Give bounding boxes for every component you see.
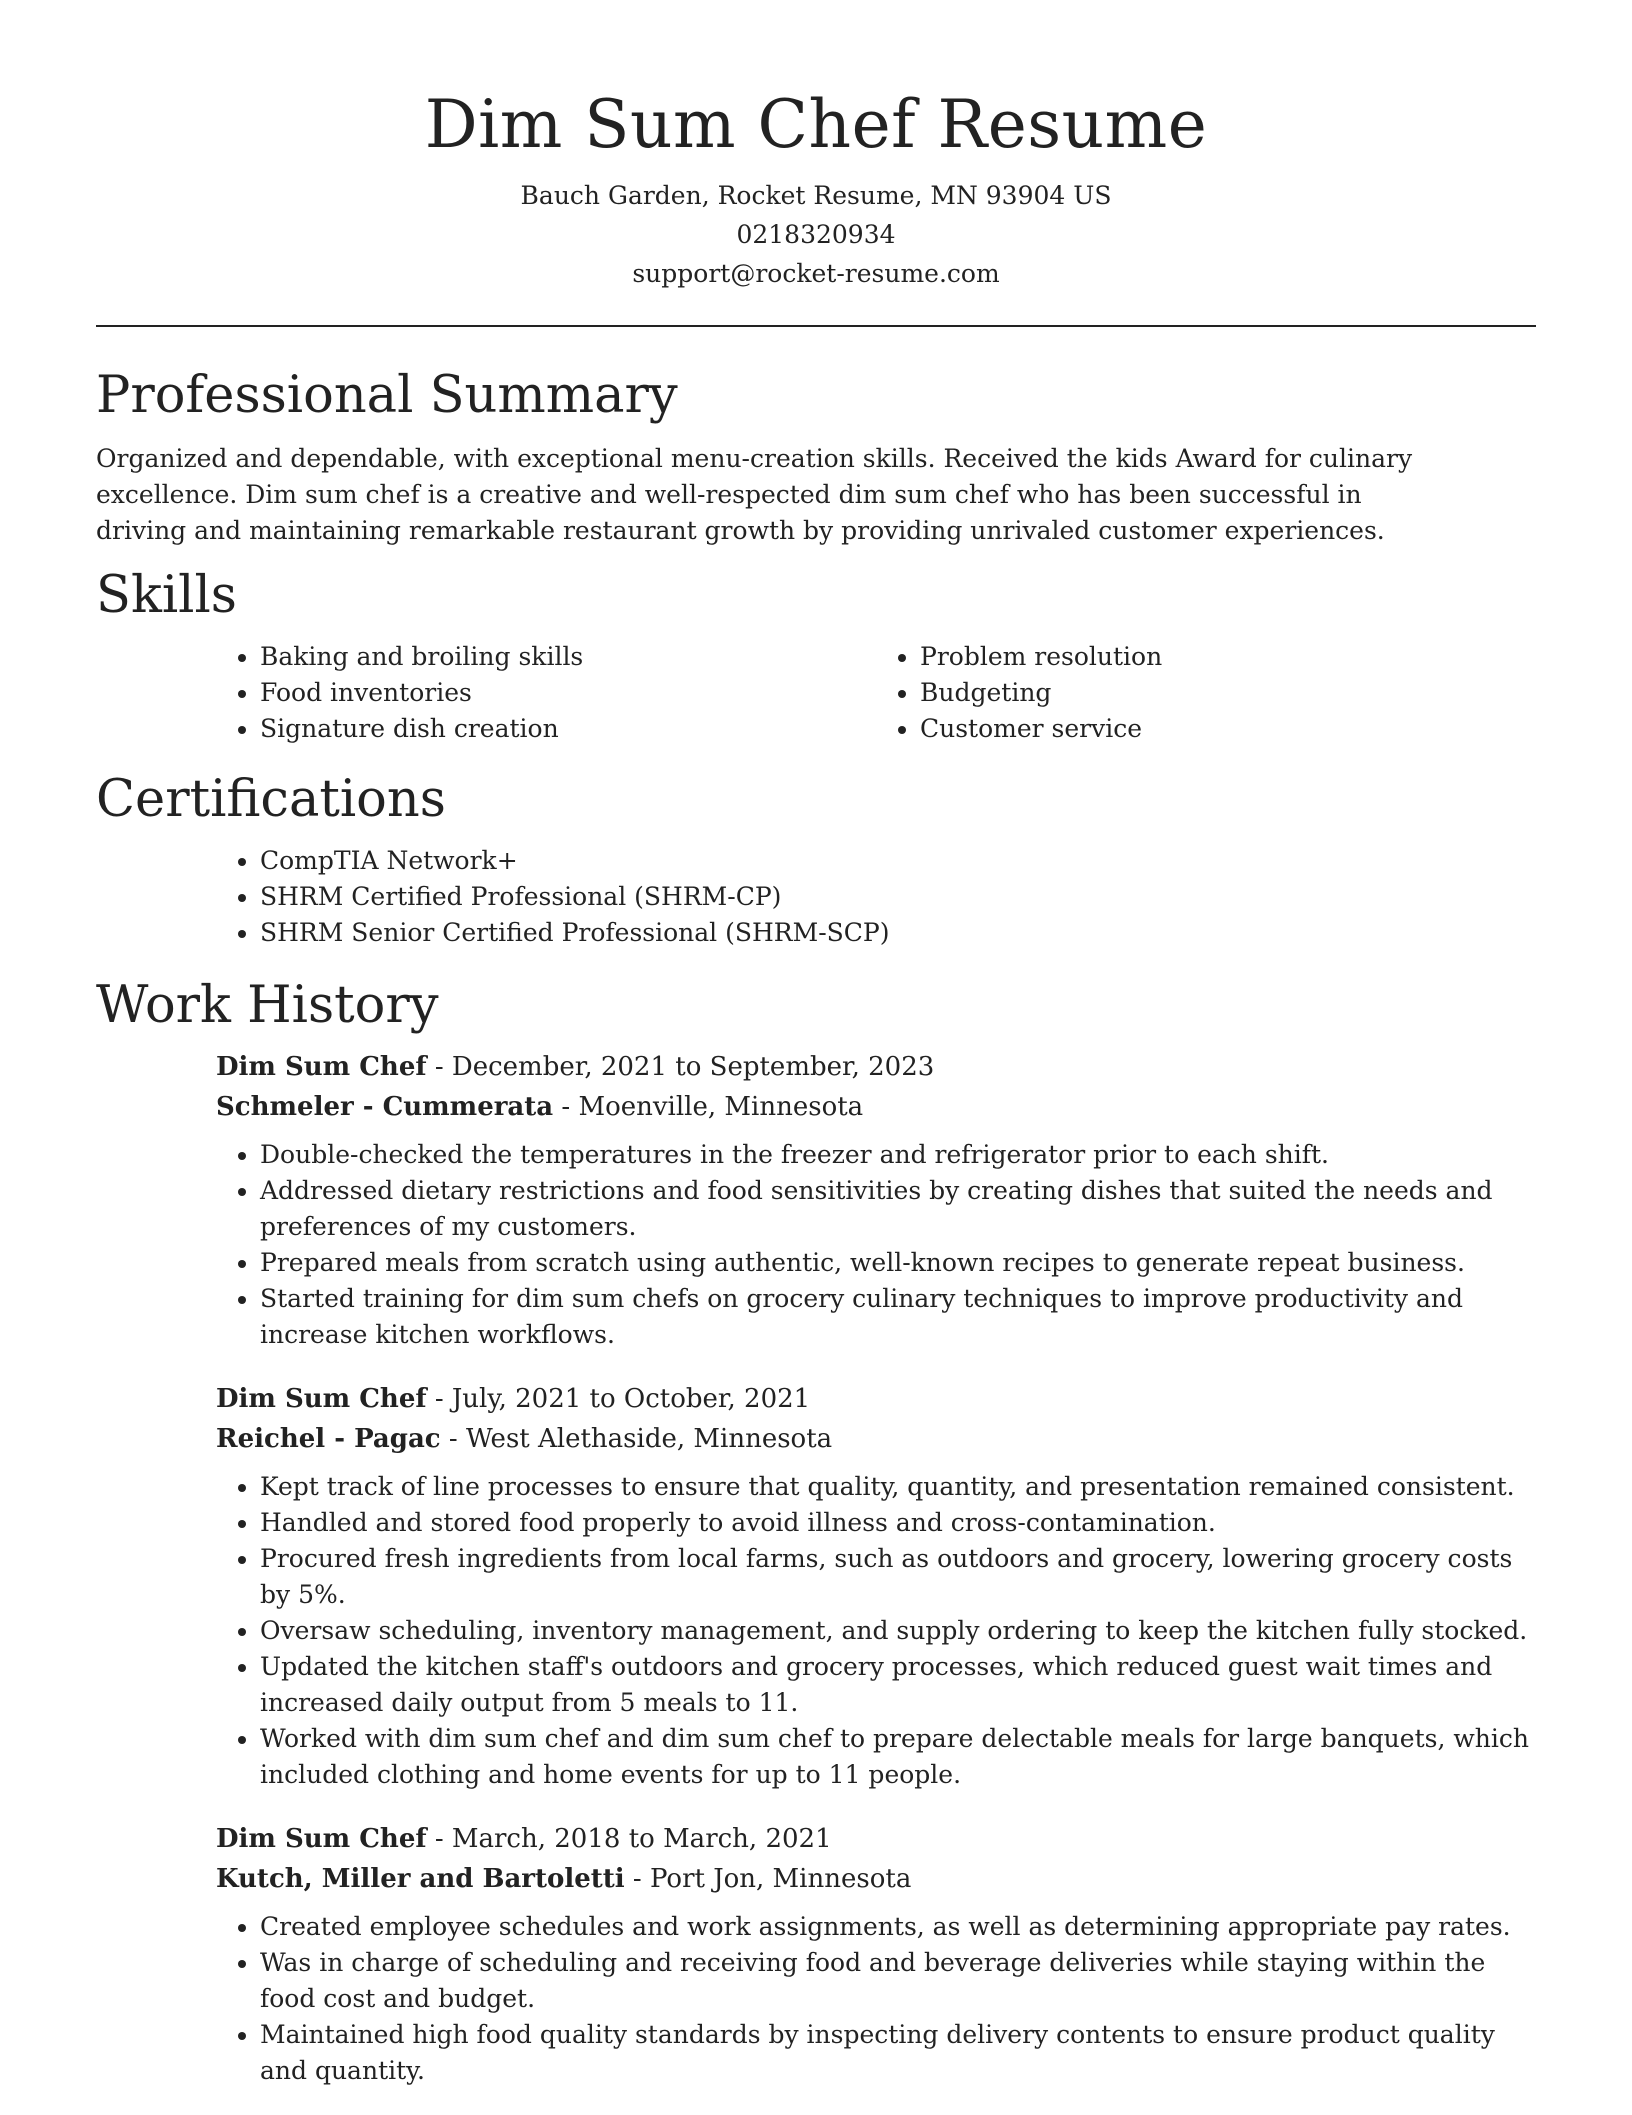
skill-item: • Food inventories: [260, 675, 876, 711]
job-dates: - July, 2021 to October, 2021: [434, 1384, 811, 1414]
header-divider: [96, 325, 1536, 327]
job-bullet: • Double-checked the temperatures in the freezer and refrigerator prior to each shift.: [260, 1137, 1536, 1173]
job-bullet: • Procured fresh ingredients from local farms, such as outdoors and grocery, lowering grocery costs by 5%.: [260, 1541, 1536, 1613]
work-history-section: [96, 975, 1536, 2089]
job-company-line: [216, 1087, 1536, 1127]
skills-heading: Skills: [96, 566, 237, 625]
skill-item: • Problem resolution: [920, 639, 1536, 675]
skill-item: • Budgeting: [920, 675, 1536, 711]
resume-page: [96, 0, 1536, 2115]
job-bullet: • Worked with dim sum chef and dim sum chef to prepare delectable meals for large banquets, which included clothing and home events for up to 11 people.: [260, 1721, 1536, 1793]
job-role: Dim Sum Chef: [216, 1052, 427, 1082]
job-location: - Port Jon, Minnesota: [632, 1864, 912, 1894]
job-location: - Moenville, Minnesota: [561, 1092, 864, 1122]
job-entry: [216, 1379, 1536, 1793]
job-bullet: • Prepared meals from scratch using authentic, well-known recipes to generate repeat business.: [260, 1245, 1536, 1281]
job-entry: [216, 1819, 1536, 2089]
job-bullet: • Kept track of line processes to ensure that quality, quantity, and presentation remained consistent.: [260, 1469, 1536, 1505]
job-dates: - December, 2021 to September, 2023: [434, 1052, 935, 1082]
skills-column-right: [876, 639, 1536, 747]
certification-item: • CompTIA Network+: [260, 843, 1580, 879]
job-company: Kutch, Miller and Bartoletti: [216, 1864, 625, 1894]
job-role: Dim Sum Chef: [216, 1384, 427, 1414]
job-dates: - March, 2018 to March, 2021: [434, 1824, 832, 1854]
certification-item: • SHRM Senior Certified Professional (SHRM-SCP): [260, 915, 1580, 951]
summary-heading: Professional Summary: [96, 366, 678, 425]
job-bullet: • Updated the kitchen staff's outdoors and grocery processes, which reduced guest wait times and increased daily output from 5 meals to 11.: [260, 1649, 1536, 1721]
job-bullet: • Oversaw scheduling, inventory management, and supply ordering to keep the kitchen fully stocked.: [260, 1613, 1536, 1649]
job-bullet: • Created employee schedules and work assignments, as well as determining appropriate pay rates.: [260, 1909, 1536, 1945]
summary-text: Organized and dependable, with exceptional menu-creation skills. Received the kids Award for culinary excellence. Dim sum chef is a creative and well-respected dim sum chef who has been successful in driving and maintaining remarkable restaurant growth by providing unrivaled customer experiences.: [96, 444, 1413, 545]
job-bullet: • Was in charge of scheduling and receiving food and beverage deliveries while staying within the food cost and budget.: [260, 1945, 1536, 2017]
job-location: - West Alethaside, Minnesota: [448, 1424, 833, 1454]
email: support@rocket-resume.com: [632, 259, 1000, 288]
job-bullets: [216, 1469, 1536, 1793]
job-title-line: [216, 1819, 1536, 1859]
skills-section: [96, 565, 1536, 747]
job-bullet: • Addressed dietary restrictions and food sensitivities by creating dishes that suited the needs and preferences of my customers.: [260, 1173, 1536, 1245]
skill-item: • Baking and broiling skills: [260, 639, 876, 675]
job-bullet: • Handled and stored food properly to avoid illness and cross-contamination.: [260, 1505, 1536, 1541]
job-bullet: • Started training for dim sum chefs on grocery culinary techniques to improve productivity and increase kitchen workflows.: [260, 1281, 1536, 1353]
resume-header: [96, 0, 1536, 293]
skill-item: • Customer service: [920, 711, 1536, 747]
skills-column-left: [216, 639, 876, 747]
resume-title: Dim Sum Chef Resume: [424, 86, 1208, 163]
job-role: Dim Sum Chef: [216, 1824, 427, 1854]
job-title-line: [216, 1047, 1536, 1087]
job-company-line: [216, 1419, 1536, 1459]
job-entry: [216, 1047, 1536, 1353]
certifications-list: [216, 843, 1580, 951]
skill-item: • Signature dish creation: [260, 711, 876, 747]
job-company: Reichel - Pagac: [216, 1424, 441, 1454]
phone: 0218320934: [736, 220, 896, 249]
work-history-heading: Work History: [96, 976, 439, 1035]
certifications-section: [96, 769, 1536, 951]
job-company-line: [216, 1859, 1536, 1899]
job-bullets: [216, 1137, 1536, 1353]
job-bullets: [216, 1909, 1536, 2089]
summary-section: [96, 365, 1536, 549]
job-title-line: [216, 1379, 1536, 1419]
certifications-heading: Certifications: [96, 770, 446, 829]
certification-item: • SHRM Certified Professional (SHRM-CP): [260, 879, 1580, 915]
contact-block: [96, 176, 1536, 293]
job-company: Schmeler - Cummerata: [216, 1092, 554, 1122]
address: Bauch Garden, Rocket Resume, MN 93904 US: [520, 181, 1112, 210]
skills-list: [216, 639, 1536, 747]
job-bullet: • Maintained high food quality standards by inspecting delivery contents to ensure product quality and quantity.: [260, 2017, 1536, 2089]
